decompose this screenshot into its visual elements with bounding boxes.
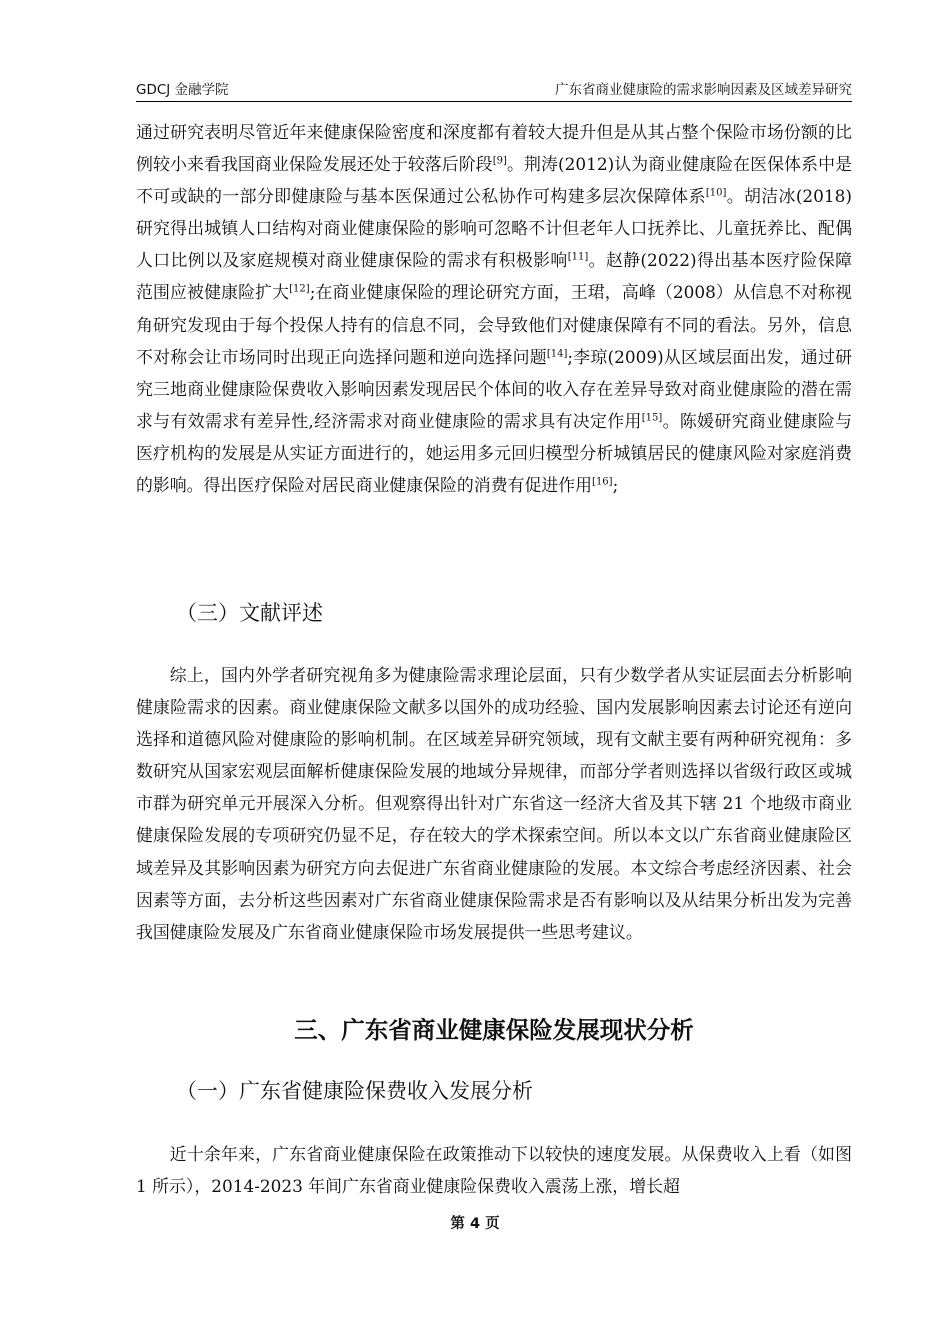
text-run: 。胡洁冰(2018)研究得出城镇人口结构对商业健康保险的影响可忽略不计但老年人口抚养比、儿童抚养比、配偶人口比例以及家庭规模对商业健康保险的需求有积极影响 <box>136 186 852 271</box>
section-heading-review: （三）文献评述 <box>176 601 323 625</box>
header-rule <box>136 101 852 102</box>
literature-paragraph <box>136 116 852 501</box>
text-run: ;在商业健康保险的理论研究方面，王珺，高峰（2008）从信息不对称视角研究发现由于每个投保人持有的信息不同，会导致他们对健康保障有不同的看法。另外，信息不对称会让市场同时出现正向选择问题和逆向选择问题 <box>136 282 852 367</box>
running-header <box>136 78 852 100</box>
citation-ref: [12] <box>289 283 310 295</box>
chapter-heading: 三、广东省商业健康保险发展现状分析 <box>294 1016 694 1044</box>
text-run: 通过研究表明尽管近年来健康保险密度和深度都有着较大提升但是从其占整个保险市场份额的比例较小来看我国商业保险发展还处于较落后阶段 <box>136 122 852 175</box>
text-run: 。荆涛(2012)认为商业健康险在医保体系中是不可或缺的一部分即健康险与基本医保通过公私协作可构建多层次保障体系 <box>136 154 853 207</box>
text-run: ; <box>612 475 619 496</box>
section-heading-premium: （一）广东省健康险保费收入发展分析 <box>176 1079 533 1103</box>
review-paragraph: 综上，国内外学者研究视角多为健康险需求理论层面，只有少数学者从实证层面去分析影响健康险需求的因素。商业健康保险文献多以国外的成功经验、国内发展影响因素去讨论还有逆向选择和道德风险对健康险的影响机制。在区域差异研究领域，现有文献主要有两种研究视角：多数研究从国家宏观层面解析健康保险发展的地域分异规律，而部分学者则选择以省级行政区或城市群为研究单元开展深入分析。但观察得出针对广东省这一经济大省及其下辖 21 个地级市商业健康保险发展的专项研究仍显不足，存在较大的学术探索空间。所以本文以广东省商业健康险区域差异及其影响因素为研究方向去促进广东省商业健康险的发展。本文综合考虑经济因素、社会因素等方面，去分析这些因素对广东省商业健康保险需求是否有影响以及从结果分析出发为完善我国健康险发展及广东省商业健康保险市场发展提供一些思考建议。 <box>136 665 852 942</box>
premium-paragraph: 近十余年来，广东省商业健康保险在政策推动下以较快的速度发展。从保费收入上看（如图1 所示），2014-2023 年间广东省商业健康险保费收入震荡上涨，增长超 <box>136 1144 852 1197</box>
page-number: 第 4 页 <box>450 1216 500 1232</box>
header-institution: GDCJ 金融学院 <box>136 82 229 98</box>
citation-ref: [15] <box>641 412 663 424</box>
citation-ref: [9] <box>492 155 507 167</box>
citation-ref: [10] <box>705 187 727 199</box>
text-run: 。赵静(2022)得出基本医疗险保障范围应被健康险扩大 <box>136 250 852 303</box>
citation-ref: [16] <box>592 476 613 488</box>
citation-ref: [14] <box>546 348 568 360</box>
text-run: 。陈媛研究商业健康险与医疗机构的发展是从实证方面进行的，她运用多元回归模型分析城镇居民的健康风险对家庭消费的影响。得出医疗保险对居民商业健康保险的消费有促进作用 <box>136 410 852 496</box>
citation-ref: [11] <box>567 251 589 263</box>
header-thesis-title: 广东省商业健康险的需求影响因素及区域差异研究 <box>555 82 852 98</box>
text-run: ;李琼(2009)从区域层面出发，通过研究三地商业健康险保费收入影响因素发现居民个体间的收入存在差异导致对商业健康险的潜在需求与有效需求有差异性,经济需求对商业健康险的需求具有决定作用 <box>136 346 852 431</box>
